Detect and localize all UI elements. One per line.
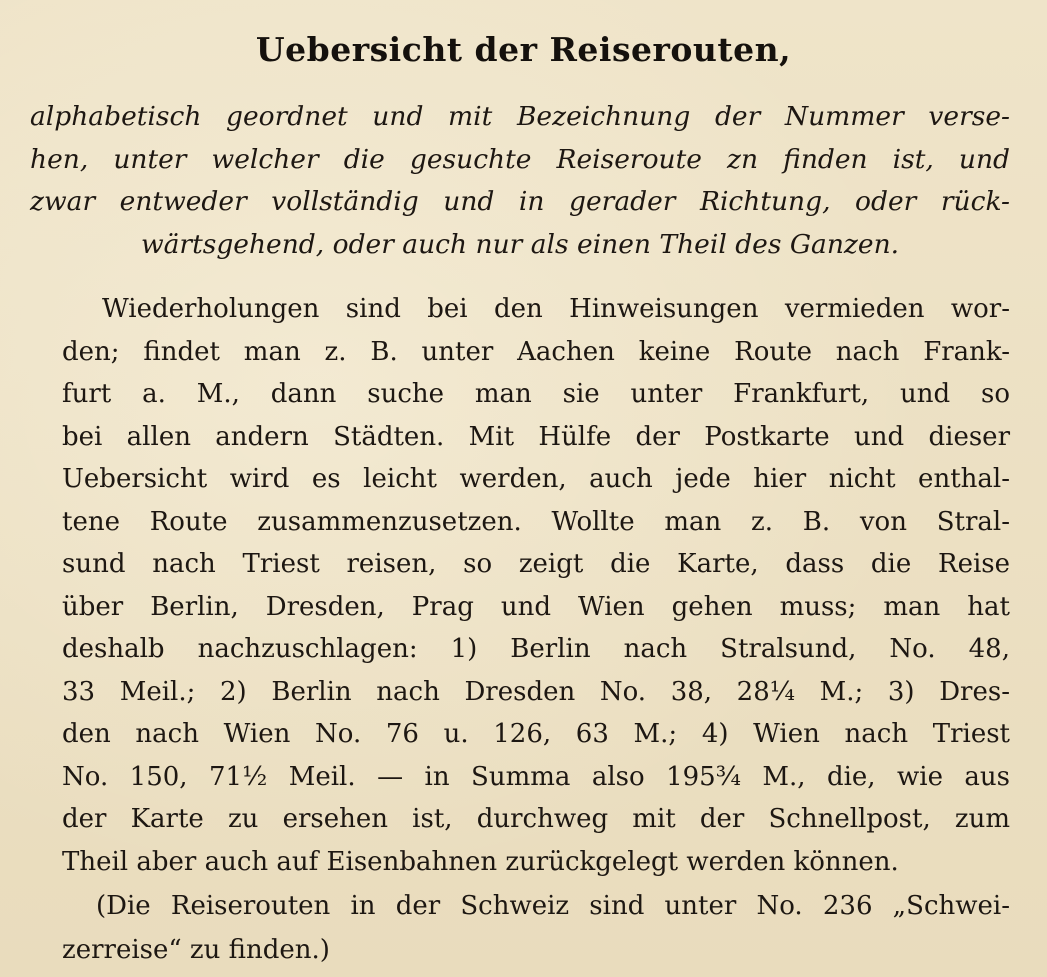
body-line: der Karte zu ersehen ist, durchweg mit der Schnellpost, zum — [62, 804, 1010, 834]
body-line: den nach Wien No. 76 u. 126, 63 M.; 4) Wien nach Triest — [62, 719, 1010, 749]
body-paragraph — [62, 288, 1010, 883]
subtitle-line: alphabetisch geordnet und mit Bezeichnung der Nummer verse- — [30, 101, 1010, 132]
subtitle-line: zwar entweder vollständig und in gerader Richtung, oder rück- — [30, 186, 1010, 217]
note-paragraph — [62, 884, 1010, 972]
body-line: Wiederholungen sind bei den Hinweisungen vermieden wor- — [102, 294, 1010, 324]
subtitle-line: hen, unter welcher die gesuchte Reiseroute zn finden ist, und — [30, 143, 1010, 175]
body-line: bei allen andern Städten. Mit Hülfe der Postkarte und dieser — [62, 421, 1010, 452]
body-line: 33 Meil.; 2) Berlin nach Dresden No. 38, 28¼ M.; 3) Dres- — [62, 676, 1010, 707]
body-line: den; findet man z. B. unter Aachen keine Route nach Frank- — [62, 336, 1010, 367]
body-line: deshalb nachzuschlagen: 1) Berlin nach Stralsund, No. 48, — [62, 634, 1010, 664]
note-line: (Die Reiserouten in der Schweiz sind unter No. 236 „Schwei- — [96, 891, 1010, 921]
body-line: No. 150, 71½ Meil. — in Summa also 195¾ M., die, wie aus — [62, 761, 1010, 792]
body-line: Uebersicht wird es leicht werden, auch jede hier nicht enthal- — [62, 464, 1010, 494]
body-line: Theil aber auch auf Eisenbahnen zurückgelegt werden können. — [62, 846, 899, 877]
body-line: furt a. M., dann suche man sie unter Frankfurt, und so — [62, 379, 1010, 409]
body-line: tene Route zusammenzusetzen. Wollte man z. B. von Stral- — [62, 506, 1010, 537]
subtitle-line: wärtsgehend, oder auch nur als einen Theil des Ganzen. — [140, 228, 900, 260]
body-line: sund nach Triest reisen, so zeigt die Karte, dass die Reise — [62, 549, 1010, 579]
page-title: Uebersicht der Reiserouten, — [255, 30, 792, 69]
body-line: über Berlin, Dresden, Prag und Wien gehen muss; man hat — [62, 591, 1010, 622]
subtitle-paragraph — [30, 96, 1010, 266]
note-line: zerreise“ zu finden.) — [62, 935, 330, 965]
